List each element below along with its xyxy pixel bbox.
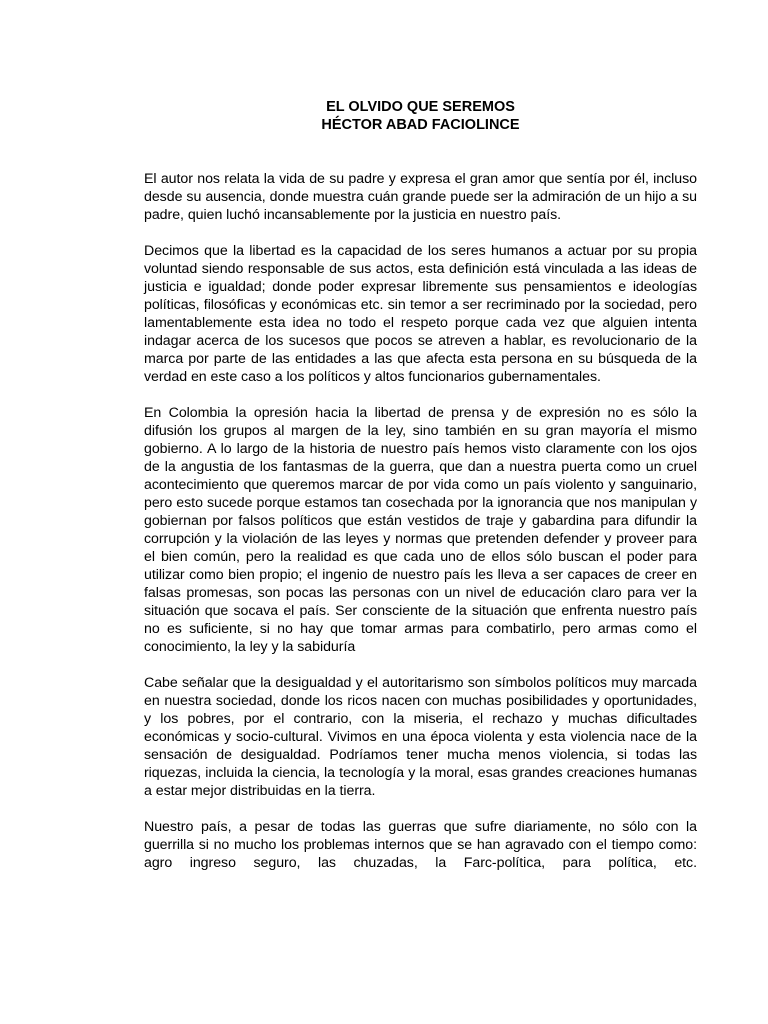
paragraph-5: Nuestro país, a pesar de todas las guerras que sufre diariamente, no sólo con la guerrilla si no mucho los problemas internos que se han agravado con el tiempo como: agro ingreso seguro, las chuzadas, la Farc-política, para política, etc.: [144, 819, 697, 871]
paragraph-2: Decimos que la libertad es la capacidad de los seres humanos a actuar por su propia voluntad siendo responsable de sus actos, esta definición está vinculada a las ideas de justicia e igualdad; donde poder expresar libremente sus pensamientos e ideologías políticas, filosóficas y económicas etc. sin temor a ser recriminado por la sociedad, pero lamentablemente esta idea no todo el respeto porque cada vez que alguien intenta indagar acerca de los sucesos que pocos se atreven a hablar, es revolucionario de la marca por parte de las entidades a las que afecta esta persona en su búsqueda de la verdad en este caso a los políticos y altos funcionarios gubernamentales.: [144, 243, 697, 385]
paragraph-3: En Colombia la opresión hacia la libertad de prensa y de expresión no es sólo la difusión los grupos al margen de la ley, sino también en su gran mayoría el mismo gobierno. A lo largo de la historia de nuestro país hemos visto claramente con los ojos de la angustia de los fantasmas de la guerra, que dan a nuestra puerta como un cruel acontecimiento que queremos marcar de por vida como un país violento y sanguinario, pero esto sucede porque estamos tan cosechada por la ignorancia que nos manipulan y gobiernan por falsos políticos que están vestidos de traje y gabardina para difundir la corrupción y la violación de las leyes y normas que pretenden defender y proveer para el bien común, pero la realidad es que cada uno de ellos sólo buscan el poder para utilizar como bien propio; el ingenio de nuestro país les lleva a ser capaces de creer en falsas promesas, son pocas las personas con un nivel de educación claro para ver la situación que socava el país. Ser consciente de la situación que enfrenta nuestro país no es suficiente, si no hay que tomar armas para combatirlo, pero armas como el conocimiento, la ley y la sabiduría: [144, 405, 697, 655]
paragraph-4: Cabe señalar que la desigualdad y el autoritarismo son símbolos políticos muy marcada en nuestra sociedad, donde los ricos nacen con muchas posibilidades y oportunidades, y los pobres, por el contrario, con la miseria, el rechazo y muchas dificultades económicas y socio-cultural. Vivimos en una época violenta y esta violencia nace de la sensación de desigualdad. Podríamos tener mucha menos violencia, si todas las riquezas, incluida la ciencia, la tecnología y la moral, esas grandes creaciones humanas a estar mejor distribuidas en la tierra.: [144, 675, 697, 799]
document-page: [144, 98, 697, 890]
title-block: [144, 98, 697, 134]
document-title: EL OLVIDO QUE SEREMOS: [326, 99, 515, 115]
document-author: HÉCTOR ABAD FACIOLINCE: [321, 117, 520, 133]
paragraph-1: El autor nos relata la vida de su padre y expresa el gran amor que sentía por él, incluso desde su ausencia, donde muestra cuán grande puede ser la admiración de un hijo a su padre, quien luchó incansablemente por la justicia en nuestro país.: [144, 171, 697, 223]
